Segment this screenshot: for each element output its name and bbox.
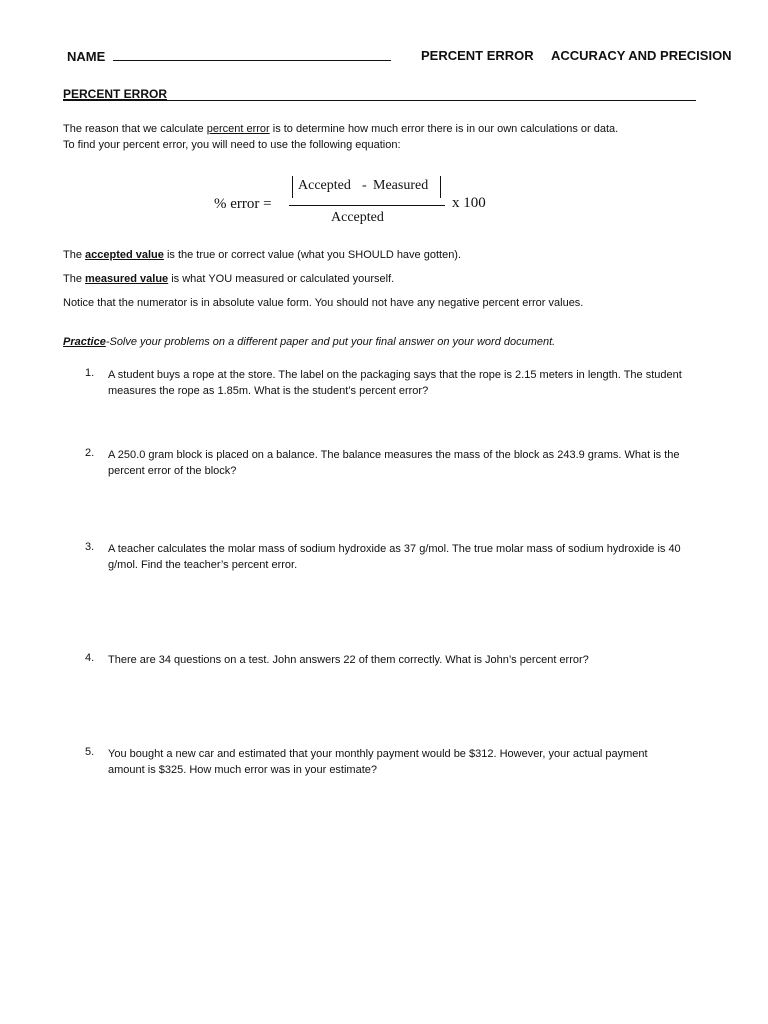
practice-instruction bbox=[63, 336, 555, 348]
question-2-line-1: A 250.0 gram block is placed on a balance. The balance measures the mass of the block as 243.9 grams. What is the bbox=[108, 449, 680, 461]
header-topic: PERCENT ERROR bbox=[421, 48, 534, 63]
accepted-post: is the true or correct value (what you SHOULD have gotten). bbox=[163, 249, 462, 261]
section-rule bbox=[63, 100, 696, 101]
question-1-line-2: measures the rope as 1.85m. What is the student’s percent error? bbox=[108, 385, 429, 397]
question-3-line-1: A teacher calculates the molar mass of sodium hydroxide as 37 g/mol. The true molar mass of sodium hydroxide is 40 bbox=[108, 543, 681, 555]
name-label: NAME bbox=[67, 49, 106, 64]
section-title: PERCENT ERROR bbox=[63, 87, 168, 101]
formula-numerator-accepted: Accepted bbox=[298, 178, 351, 193]
header-subtitle: ACCURACY AND PRECISION bbox=[551, 48, 732, 63]
practice-label: Practice bbox=[63, 336, 106, 348]
measured-post: is what YOU measured or calculated yourself. bbox=[168, 273, 395, 285]
measured-pre: The bbox=[63, 273, 86, 285]
question-2-number: 2. bbox=[85, 447, 95, 459]
formula-denominator: Accepted bbox=[331, 210, 384, 225]
question-4 bbox=[108, 652, 589, 668]
intro-text-pre: The reason that we calculate bbox=[63, 123, 207, 135]
question-3 bbox=[108, 541, 681, 573]
absolute-value-note: Notice that the numerator is in absolute value form. You should not have any negative percent error values. bbox=[63, 297, 584, 309]
percent-error-term: percent error bbox=[206, 123, 270, 135]
question-3-number: 3. bbox=[85, 541, 95, 553]
intro-line-1 bbox=[63, 123, 618, 135]
question-5 bbox=[108, 746, 648, 778]
question-5-line-2: amount is $325. How much error was in your estimate? bbox=[108, 764, 378, 776]
intro-line-2: To find your percent error, you will need to use the following equation: bbox=[63, 139, 401, 151]
accepted-definition bbox=[63, 249, 461, 261]
abs-bar-left bbox=[292, 176, 293, 198]
question-1 bbox=[108, 367, 682, 399]
accepted-value-term: accepted value bbox=[85, 249, 164, 261]
practice-text: -Solve your problems on a different paper and put your final answer on your word document. bbox=[105, 336, 556, 348]
question-5-line-1: You bought a new car and estimated that your monthly payment would be $312. However, your actual payment bbox=[108, 748, 648, 760]
formula-multiplier: x 100 bbox=[452, 195, 486, 211]
question-3-line-2: g/mol. Find the teacher’s percent error. bbox=[108, 559, 298, 571]
question-4-number: 4. bbox=[85, 652, 95, 664]
question-5-number: 5. bbox=[85, 746, 95, 758]
formula-numerator-op: - bbox=[362, 178, 367, 193]
name-field bbox=[67, 48, 391, 64]
formula-numerator-measured: Measured bbox=[373, 178, 429, 193]
measured-value-term: measured value bbox=[85, 273, 169, 285]
question-4-line-1: There are 34 questions on a test. John answers 22 of them correctly. What is John’s percent error? bbox=[108, 654, 589, 666]
question-2 bbox=[108, 447, 680, 479]
question-1-number: 1. bbox=[85, 367, 95, 379]
question-2-line-2: percent error of the block? bbox=[108, 465, 237, 477]
accepted-pre: The bbox=[63, 249, 86, 261]
question-1-line-1: A student buys a rope at the store. The label on the packaging says that the rope is 2.15 meters in length. The student bbox=[108, 369, 682, 381]
abs-bar-right bbox=[440, 176, 441, 198]
measured-definition bbox=[63, 273, 394, 285]
formula-lhs: % error = bbox=[214, 196, 272, 212]
intro-text-post: is to determine how much error there is in our own calculations or data. bbox=[269, 123, 619, 135]
name-blank-line[interactable] bbox=[113, 48, 391, 61]
fraction-line bbox=[289, 205, 445, 206]
